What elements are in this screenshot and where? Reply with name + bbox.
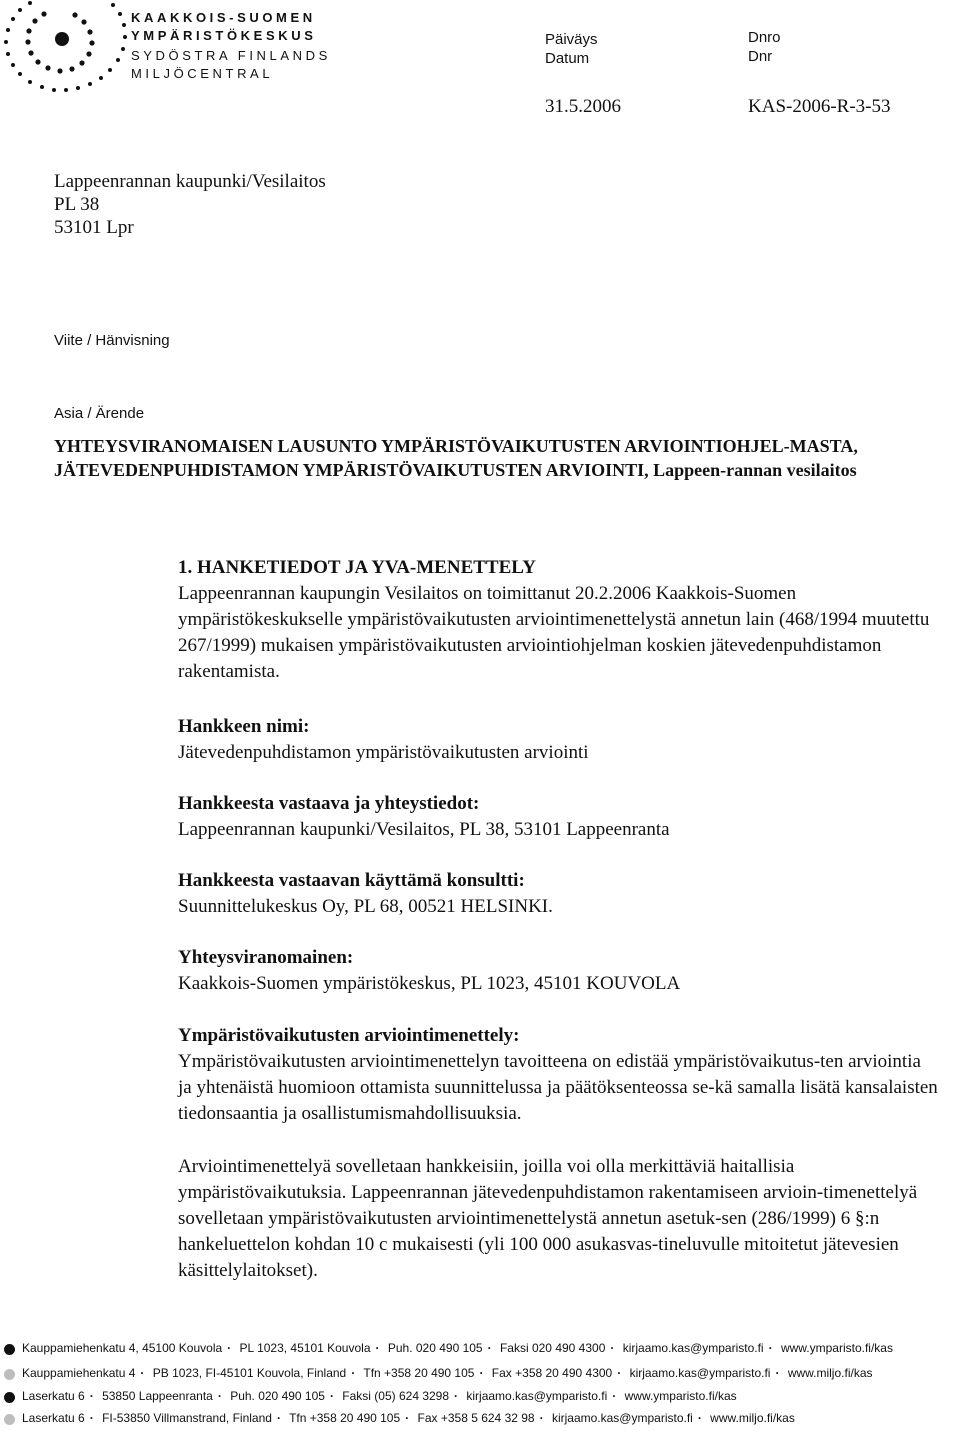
footer-row-1 — [0, 1339, 960, 1361]
footer-dot-icon — [4, 1344, 15, 1355]
date-value: 31.5.2006 — [545, 96, 621, 117]
footer-web-link[interactable]: www.miljo.fi/kas — [710, 1411, 795, 1425]
footer-item: PL 1023, 45101 Kouvola — [239, 1341, 371, 1355]
footer-web-link[interactable]: www.ymparisto.fi/kas — [780, 1341, 893, 1355]
footer-email-link[interactable]: kirjaamo.kas@ymparisto.fi — [466, 1389, 608, 1403]
recipient-address — [54, 170, 326, 239]
field-label: Yhteysviranomainen: — [178, 947, 354, 968]
footer-item: Fax +358 20 490 4300 — [491, 1366, 613, 1380]
logo-line-2: YMPÄRISTÖKESKUS — [131, 28, 317, 43]
footer-item: PB 1023, FI-45101 Kouvola, Finland — [152, 1366, 347, 1380]
field-label: Hankkeesta vastaavan käyttämä konsultti: — [178, 870, 525, 891]
field-label: Hankkeesta vastaava ja yhteystiedot: — [178, 793, 480, 814]
field-responsible-party — [178, 791, 938, 843]
footer-item: Laserkatu 6 — [22, 1389, 85, 1403]
section-heading: 1. HANKETIEDOT JA YVA-MENETTELY — [178, 557, 536, 578]
reference-label: Viite / Hänvisning — [54, 332, 170, 349]
footer-item: Puh. 020 490 105 — [230, 1389, 325, 1403]
footer-item: FI-53850 Villmanstrand, Finland — [102, 1411, 272, 1425]
dnro-label-sv: Dnr — [748, 48, 773, 65]
footer-text: Kauppamiehenkatu 4 · PB 1023, FI-45101 Kouvola, Finland · Tfn +358 20 490 105 · Fax +358 20 490 4300 · kirjaamo.kas@ymparisto.fi · www.miljo.fi/kas — [22, 1366, 873, 1380]
field-contact-authority — [178, 945, 938, 997]
footer-row-2 — [0, 1364, 960, 1386]
date-label-sv: Datum — [545, 50, 590, 67]
recipient-line-2: PL 38 — [54, 194, 100, 215]
footer-web-link[interactable]: www.miljo.fi/kas — [787, 1366, 873, 1380]
footer-item: Puh. 020 490 105 — [387, 1341, 483, 1355]
logo-line-3: SYDÖSTRA FINLANDS — [131, 48, 331, 63]
footer-text: Kauppamiehenkatu 4, 45100 Kouvola · PL 1023, 45101 Kouvola · Puh. 020 490 105 · Faksi 020 490 4300 · kirjaamo.kas@ymparisto.fi · www.ymparisto.fi/kas — [22, 1341, 893, 1355]
field-value: Ympäristövaikutusten arviointimenettelyn tavoitteena on edistää ympäristövaikutus-ten arviointia ja yhtenäistä huomioon ottamista suunnittelussa ja päätöksenteossa se-kä samalla lisätä kansalaisten tiedonsaantia ja osallistumismahdollisuuksia. — [178, 1051, 938, 1124]
footer-dot-icon — [4, 1369, 15, 1380]
date-label — [545, 30, 598, 68]
subject-label: Asia / Ärende — [54, 405, 145, 422]
field-value: Kaakkois-Suomen ympäristökeskus, PL 1023, 45101 KOUVOLA — [178, 973, 681, 994]
field-project-name — [178, 714, 938, 766]
field-value: Suunnittelukeskus Oy, PL 68, 00521 HELSINKI. — [178, 896, 553, 917]
recipient-line-3: 53101 Lpr — [54, 217, 134, 238]
section-intro — [178, 581, 938, 685]
section-intro-text: Lappeenrannan kaupungin Vesilaitos on toimittanut 20.2.2006 Kaakkois-Suomen ympäristökeskukselle ympäristövaikutusten arviointimenettelystä annetun lain (468/1994 muutettu 267/1999) mukaisen ympäristövaikutusten arviointiohjelman koskien jätevedenpuhdistamon rakentamista. — [178, 583, 930, 682]
footer-item: Tfn +358 20 490 105 — [363, 1366, 475, 1380]
footer-text: Laserkatu 6 · FI-53850 Villmanstrand, Finland · Tfn +358 20 490 105 · Fax +358 5 624 32 98 · kirjaamo.kas@ymparisto.fi · www.miljo.fi/kas — [22, 1411, 795, 1425]
footer-web-link[interactable]: www.ymparisto.fi/kas — [624, 1389, 737, 1403]
logo — [0, 0, 340, 100]
footer-email-link[interactable]: kirjaamo.kas@ymparisto.fi — [629, 1366, 771, 1380]
field-consultant — [178, 868, 938, 920]
footer-email-link[interactable]: kirjaamo.kas@ymparisto.fi — [622, 1341, 764, 1355]
recipient-line-1: Lappeenrannan kaupunki/Vesilaitos — [54, 171, 326, 192]
footer-item: Kauppamiehenkatu 4, 45100 Kouvola — [22, 1341, 223, 1355]
field-label: Ympäristövaikutusten arviointimenettely: — [178, 1025, 520, 1046]
footer-dot-icon — [4, 1392, 15, 1403]
field-value: Lappeenrannan kaupunki/Vesilaitos, PL 38, 53101 Lappeenranta — [178, 819, 670, 840]
footer-item: Kauppamiehenkatu 4 — [22, 1366, 136, 1380]
closing-paragraph: Arviointimenettelyä sovelletaan hankkeisiin, joilla voi olla merkittäviä haitallisia ympäristövaikutuksia. Lappeenrannan jätevedenpuhdistamon rakentamiseen arvioin-timenettelyä sovelletaan ympäristövaikutusten arviointimenettelystä annetun asetuk-sen (286/1999) 6 §:n hankeluettelon kohdan 10 c mukaisesti (yli 100 000 asukasvas-tineluvulle mitoitetut jätevesien käsittelylaitokset). — [178, 1156, 918, 1281]
footer-dot-icon — [4, 1414, 15, 1425]
date-label-fi: Päiväys — [545, 31, 598, 48]
field-value: Jätevedenpuhdistamon ympäristövaikutusten arviointi — [178, 742, 589, 763]
subject-text: YHTEYSVIRANOMAISEN LAUSUNTO YMPÄRISTÖVAIKUTUSTEN ARVIOINTIOHJEL-MASTA, JÄTEVEDENPUHDISTAMON YMPÄRISTÖVAIKUTUSTEN ARVIOINTI, Lappeen-rannan vesilaitos — [54, 436, 858, 480]
footer-row-4 — [0, 1409, 960, 1431]
footer-item: Fax +358 5 624 32 98 — [417, 1411, 535, 1425]
dnro-value: KAS-2006-R-3-53 — [748, 96, 891, 117]
dnro-label-fi: Dnro — [748, 29, 781, 46]
field-assessment-procedure — [178, 1023, 938, 1127]
footer-item: Faksi 020 490 4300 — [499, 1341, 606, 1355]
footer-email-link[interactable]: kirjaamo.kas@ymparisto.fi — [551, 1411, 693, 1425]
field-label: Hankkeen nimi: — [178, 716, 310, 737]
logo-line-1: KAAKKOIS-SUOMEN — [131, 10, 316, 25]
footer-text: Laserkatu 6 · 53850 Lappeenranta · Puh. 020 490 105 · Faksi (05) 624 3298 · kirjaamo.kas@ymparisto.fi · www.ymparisto.fi/kas — [22, 1389, 737, 1403]
logo-line-4: MILJÖCENTRAL — [131, 66, 274, 81]
dnro-label — [748, 28, 781, 66]
footer-item: Laserkatu 6 — [22, 1411, 85, 1425]
footer-item: 53850 Lappeenranta — [102, 1389, 213, 1403]
footer-item: Faksi (05) 624 3298 — [342, 1389, 450, 1403]
logo-dots-icon — [2, 0, 130, 98]
footer-row-3 — [0, 1387, 960, 1409]
footer-item: Tfn +358 20 490 105 — [289, 1411, 401, 1425]
